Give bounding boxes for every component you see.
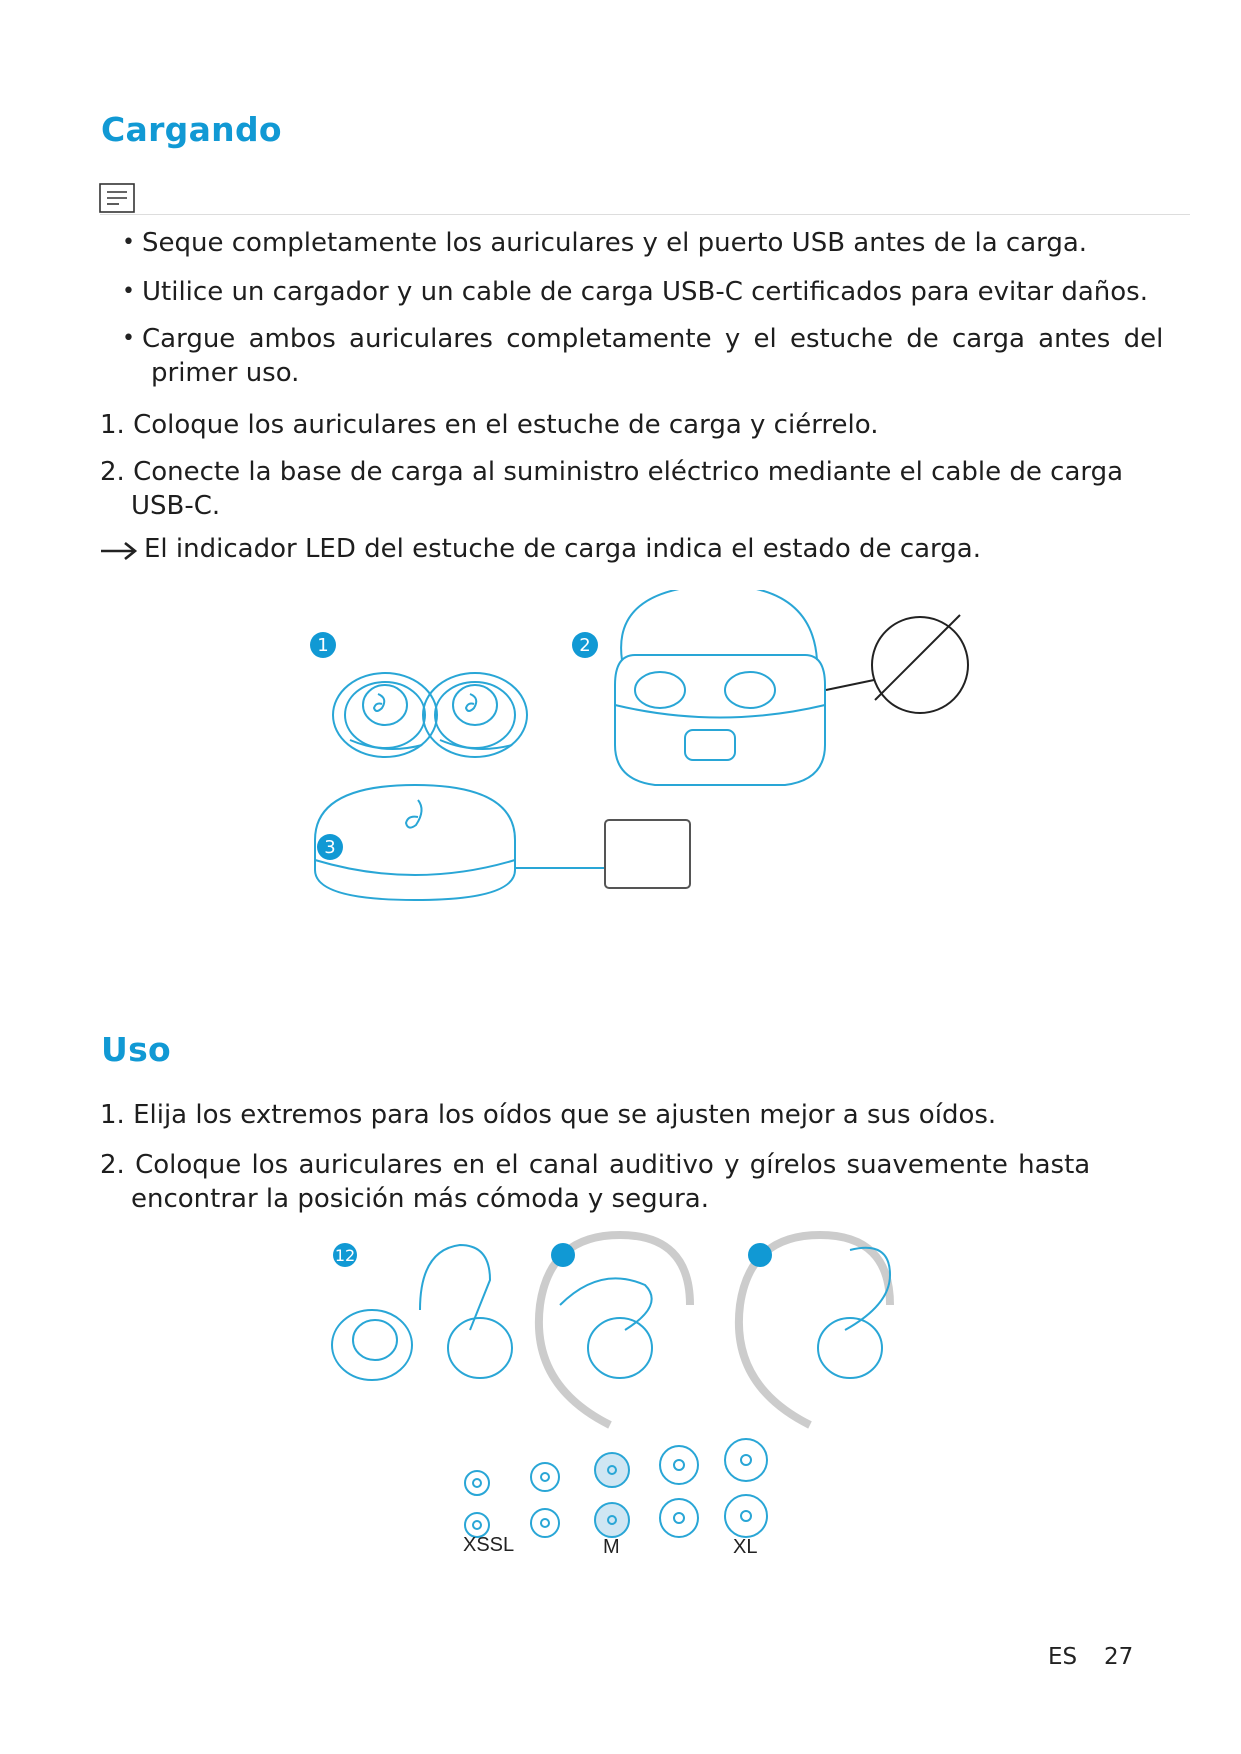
charging-step-1: 1. Coloque los auriculares en el estuche de carga y ciérrelo. [100, 410, 879, 440]
charging-illustration [300, 590, 980, 980]
note-icon [99, 183, 135, 217]
note-bullet-1: Seque completamente los auriculares y el puerto USB antes de la carga. [142, 228, 1088, 258]
note-bullet-3: Cargue ambos auriculares completamente y el estuche de carga antes del [142, 324, 1164, 354]
note-bullet-2: Utilice un cargador y un cable de carga USB-C certificados para evitar daños. [142, 277, 1148, 307]
footer-language: ES [1048, 1644, 1078, 1670]
note-bullet-3-cont: primer uso. [151, 358, 300, 388]
section-title-charging: Cargando [101, 110, 282, 149]
bullet-dot: • [122, 230, 135, 255]
note-divider [100, 214, 1190, 215]
tip-size-xssl: XSSL [463, 1534, 515, 1556]
tip-size-m: M [603, 1536, 620, 1558]
usage-step-2-cont: encontrar la posición más cómoda y segura. [131, 1184, 709, 1214]
figure-label-3: 3 [324, 837, 336, 858]
charging-step-2: 2. Conecte la base de carga al suministro eléctrico mediante el cable de carga [100, 457, 1124, 487]
section-title-usage: Uso [101, 1030, 172, 1069]
usage-step-2: 2. Coloque los auriculares en el canal auditivo y gírelos suavemente hasta [100, 1150, 1091, 1180]
usage-illustration [320, 1230, 920, 1430]
charging-result: El indicador LED del estuche de carga indica el estado de carga. [144, 534, 981, 564]
tip-size-xl: XL [733, 1536, 758, 1558]
figure-label-2: 2 [579, 635, 591, 656]
arrow-right-icon [99, 539, 139, 567]
usage-step-1: 1. Elija los extremos para los oídos que se ajusten mejor a sus oídos. [100, 1100, 997, 1130]
bullet-dot: • [122, 279, 135, 304]
charging-step-2-cont: USB-C. [131, 491, 221, 521]
figure-label-12: 12 [334, 1246, 356, 1265]
page-number: 27 [1104, 1644, 1134, 1670]
figure-label-1: 1 [317, 635, 329, 656]
bullet-dot: • [122, 326, 135, 351]
